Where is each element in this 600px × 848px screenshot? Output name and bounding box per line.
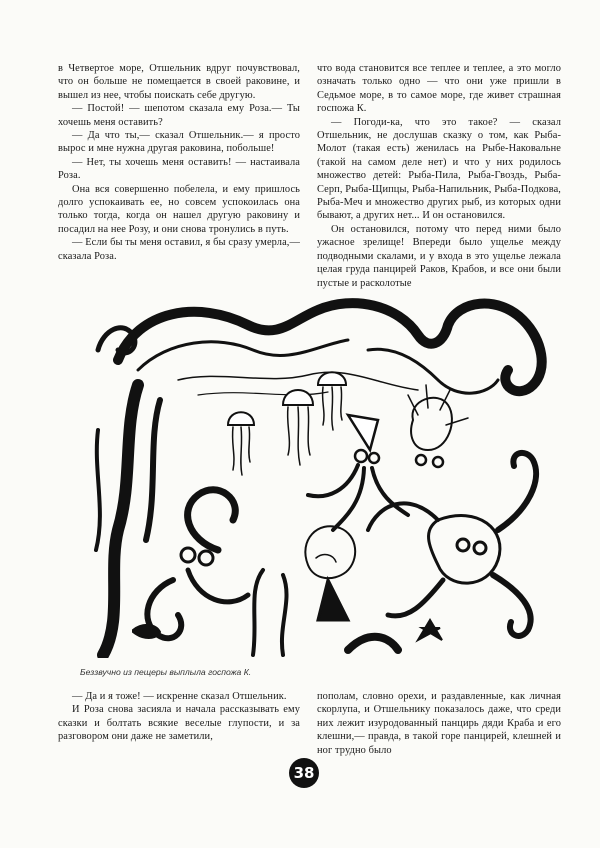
- page-number-badge: 38: [289, 758, 319, 788]
- paragraph: пополам, словно орехи, и раздавленные, как личная скорлупа, и Отшельнику показалось даже, что среди них лежит изуродованный панцирь дяди Краба и его клешни,— правда, в такой горе панцирей, клешней и ног трудно было: [317, 691, 561, 756]
- illustration-caption: Беззвучно из пещеры выплыла госпожа К.: [80, 667, 252, 677]
- paragraph: — Если бы ты меня оставил, я бы сразу умерла,— сказала Роза.: [58, 237, 300, 262]
- paragraph: — Постой! — шепотом сказала ему Роза.— Ты хочешь меня оставить?: [58, 103, 300, 128]
- text-column-bottom-left: [58, 690, 300, 744]
- paragraph: что вода становится все теплее и теплее, а это могло означать только одно — что они уже пришли в Седьмое море, в то самое море, где живет страшная госпожа К.: [317, 63, 561, 115]
- paragraph: — Нет, ты хочешь меня оставить! — настаивала Роза.: [58, 156, 300, 182]
- paragraph: — Да и я тоже! — искренне сказал Отшельник.: [72, 691, 287, 702]
- text-column-bottom-right: [317, 690, 561, 757]
- sea-creatures-illustration: [78, 290, 560, 658]
- paragraph: — Погоди-ка, что это такое? — сказал Отшельник, не дослушав сказку о том, как Рыба-Молот (такая есть) женилась на Рыбе-Наковальне (такой на самом деле нет) и что у них родилось множество детей: Рыба-Пила, Рыба-Гвоздь, Рыба-Серп, Рыба-Щипцы, Рыба-Напильник, Рыба-Подкова, Рыба-Меч и множество других рыб, из которых одни бывают, а других нет... И он остановился.: [317, 116, 561, 222]
- paragraph: И Роза снова засияла и начала рассказывать ему сказки и болтать всякие веселые глупости, и за разговором они даже не заметили,: [58, 704, 300, 743]
- paragraph: в Четвертое море, Отшельник вдруг почувствовал, что он больше не помещается в своей раковине, и вышел из нее, чтобы поискать себе другую.: [58, 63, 300, 101]
- paragraph: — Да что ты,— сказал Отшельник.— я просто вырос и мне нужна другая раковина, побольше!: [58, 130, 300, 155]
- text-column-top-right: [317, 62, 561, 290]
- text-column-top-left: [58, 62, 300, 263]
- paragraph: Она вся совершенно побелела, и ему пришлось долго успокаивать ее, но совсем успокоилась она только тогда, когда он нашел другую раковину и посадил на нее Розу, и они снова тронулись в путь.: [58, 183, 300, 235]
- paragraph: Он остановился, потому что перед ними было ужасное зрелище! Впереди было ущелье между подводными скалами, и у входа в это ущелье лежала целая груда панцирей Раков, Крабов, и все они были пустые и расколотые: [317, 223, 561, 289]
